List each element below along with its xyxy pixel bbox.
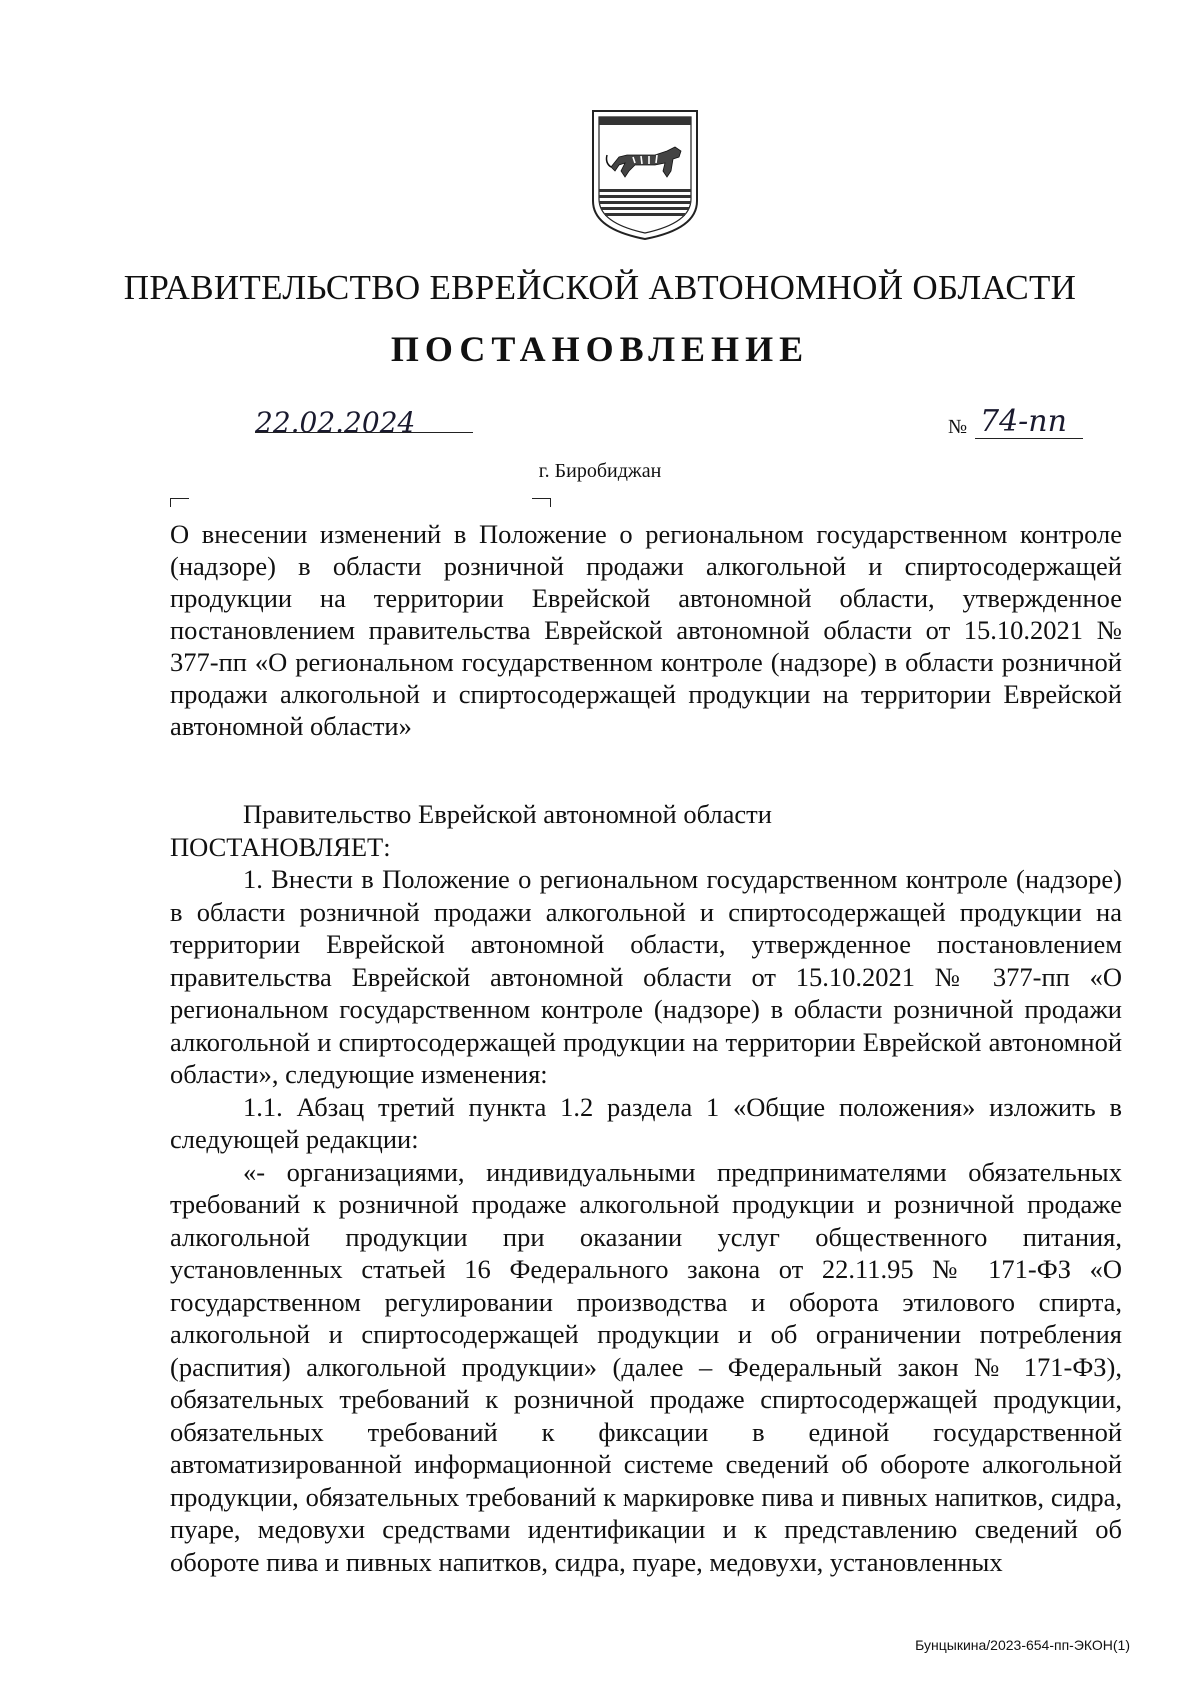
preamble-resolves: ПОСТАНОВЛЯЕТ:	[170, 831, 391, 862]
date-underline	[255, 432, 473, 433]
handwritten-number: 74-пп	[980, 404, 1067, 439]
paragraph-1-1: 1.1. Абзац третий пункта 1.2 раздела 1 «Общие положения» изложить в следующей редакции:	[170, 1091, 1122, 1154]
paragraph-1: 1. Внести в Положение о региональном государственном контроле (надзоре) в области розничной продажи алкогольной и спиртосодержащей продукции на территории Еврейской автономной области, утвержденное постановлением правительства Еврейской автономной области от 15.10.2021 № 377-пп «О региональном государственном контроле (надзоре) в области розничной продажи алкогольной и спиртосодержащей продукции на территории Еврейской автономной области», следующие изменения:	[170, 864, 1122, 1089]
document-subject: О внесении изменений в Положение о региональном государственном контроле (надзоре) в области розничной продажи алкогольной и спиртосодержащей продукции на территории Еврейской автономной области, утвержденное постановлением правительства Еврейской автономной области от 15.10.2021 № 377-пп «О региональном государственном контроле (надзоре) в области розничной продажи алкогольной и спиртосодержащей продукции на территории Еврейской автономной области»	[170, 519, 1122, 741]
government-title: ПРАВИТЕЛЬСТВО ЕВРЕЙСКОЙ АВТОНОМНОЙ ОБЛАСТИ	[123, 268, 1077, 307]
subject-corner-left	[170, 498, 189, 507]
footer-reference: Бунцыкина/2023-654-пп-ЭКОН(1)	[915, 1637, 1130, 1653]
paragraph-quote: «- организациями, индивидуальными предпринимателями обязательных требований к розничной продаже алкогольной продукции и розничной продаже алкогольной продукции при оказании услуг общественного питания, установленных статьей 16 Федерального закона от 22.11.95 № 171-ФЗ «О государственном регулировании производства и оборота этилового спирта, алкогольной и спиртосодержащей продукции и об ограничении потребления (распития) алкогольной продукции» (далее – Федеральный закон № 171-ФЗ), обязательных требований к розничной продаже спиртосодержащей продукции, обязательных требований к фиксации в единой государственной автоматизированной информационной системе сведений об обороте алкогольной продукции, обязательных требований к маркировке пива и пивных напитков, сидра, пуаре, медовухи средствами идентификации и к представлению сведений об обороте пива и пивных напитков, сидра, пуаре, медовухи, установленных	[170, 1156, 1122, 1577]
number-label: №	[948, 416, 968, 438]
handwritten-date: 22.02.2024	[255, 406, 416, 439]
document-type-heading: ПОСТАНОВЛЕНИЕ	[390, 329, 810, 369]
city-label: г. Биробиджан	[538, 460, 662, 482]
coat-of-arms-icon	[585, 105, 705, 245]
subject-corner-right	[532, 498, 551, 507]
document-body	[170, 798, 1122, 1578]
number-underline	[975, 438, 1083, 439]
preamble-authority: Правительство Еврейской автономной области	[243, 799, 772, 829]
